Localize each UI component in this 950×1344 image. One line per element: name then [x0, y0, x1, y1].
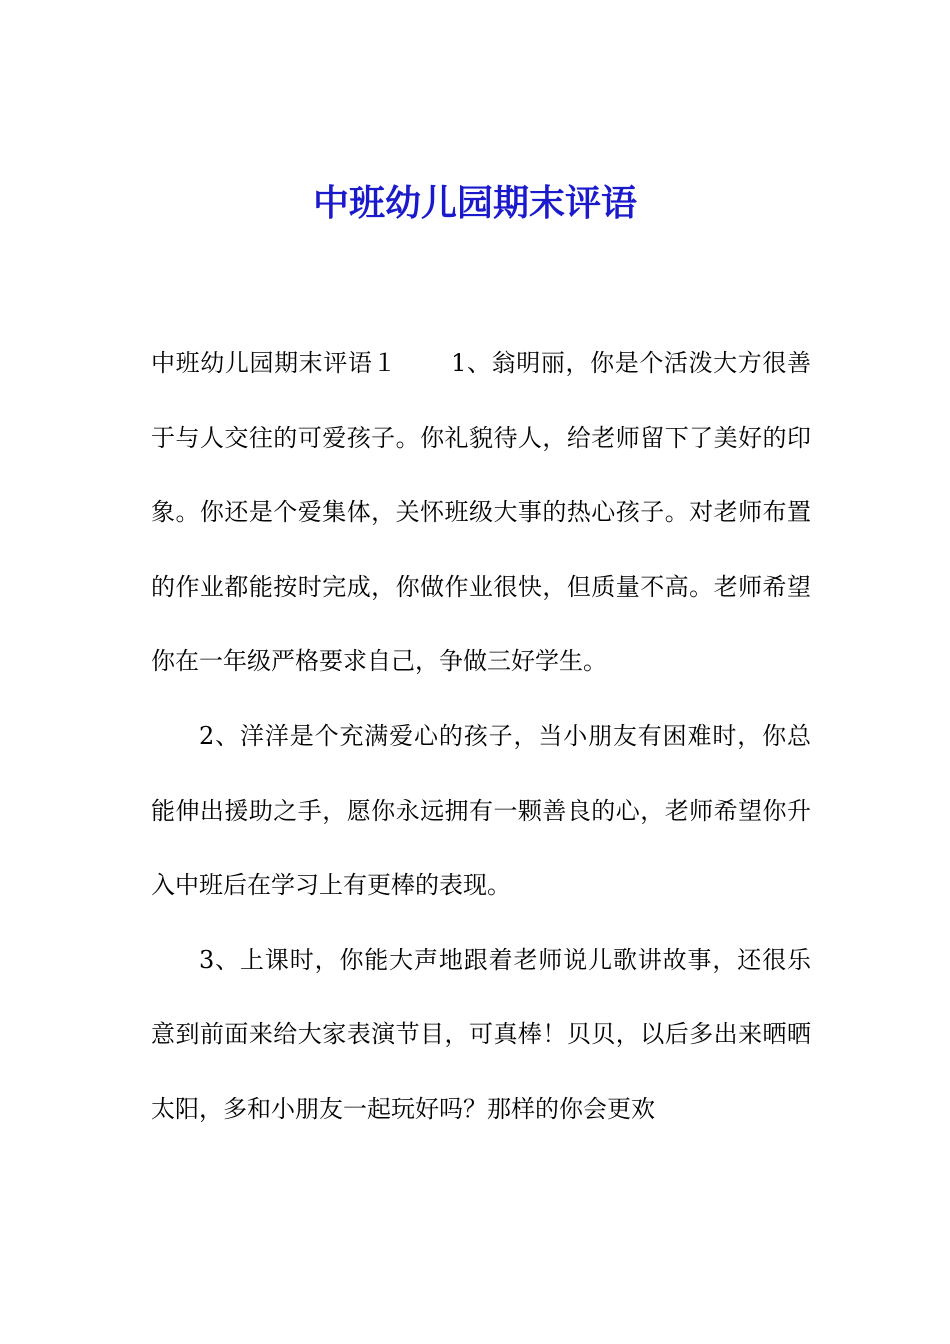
paragraph-1: [151, 326, 811, 699]
document-body: [151, 326, 811, 1147]
paragraph-3: 3、上课时，你能大声地跟着老师说儿歌讲故事，还很乐意到前面来给大家表演节目，可真棒！贝贝，以后多出来晒晒太阳，多和小朋友一起玩好吗？那样的你会更欢: [151, 945, 811, 1123]
document-title: 中班幼儿园期末评语: [312, 182, 637, 224]
paragraph-1-text: 1、翁明丽，你是个活泼大方很善于与人交往的可爱孩子。你礼貌待人，给老师留下了美好的印象。你还是个爱集体，关怀班级大事的热心孩子。对老师布置的作业都能按时完成，你做作业很快，但质量不高。老师希望你在一年级严格要求自己，争做三好学生。: [151, 349, 811, 676]
section-heading: 中班幼儿园期末评语１: [151, 349, 398, 377]
paragraph-2: 2、洋洋是个充满爱心的孩子，当小朋友有困难时，你总能伸出援助之手，愿你永远拥有一颗善良的心，老师希望你升入中班后在学习上有更棒的表现。: [151, 721, 811, 900]
